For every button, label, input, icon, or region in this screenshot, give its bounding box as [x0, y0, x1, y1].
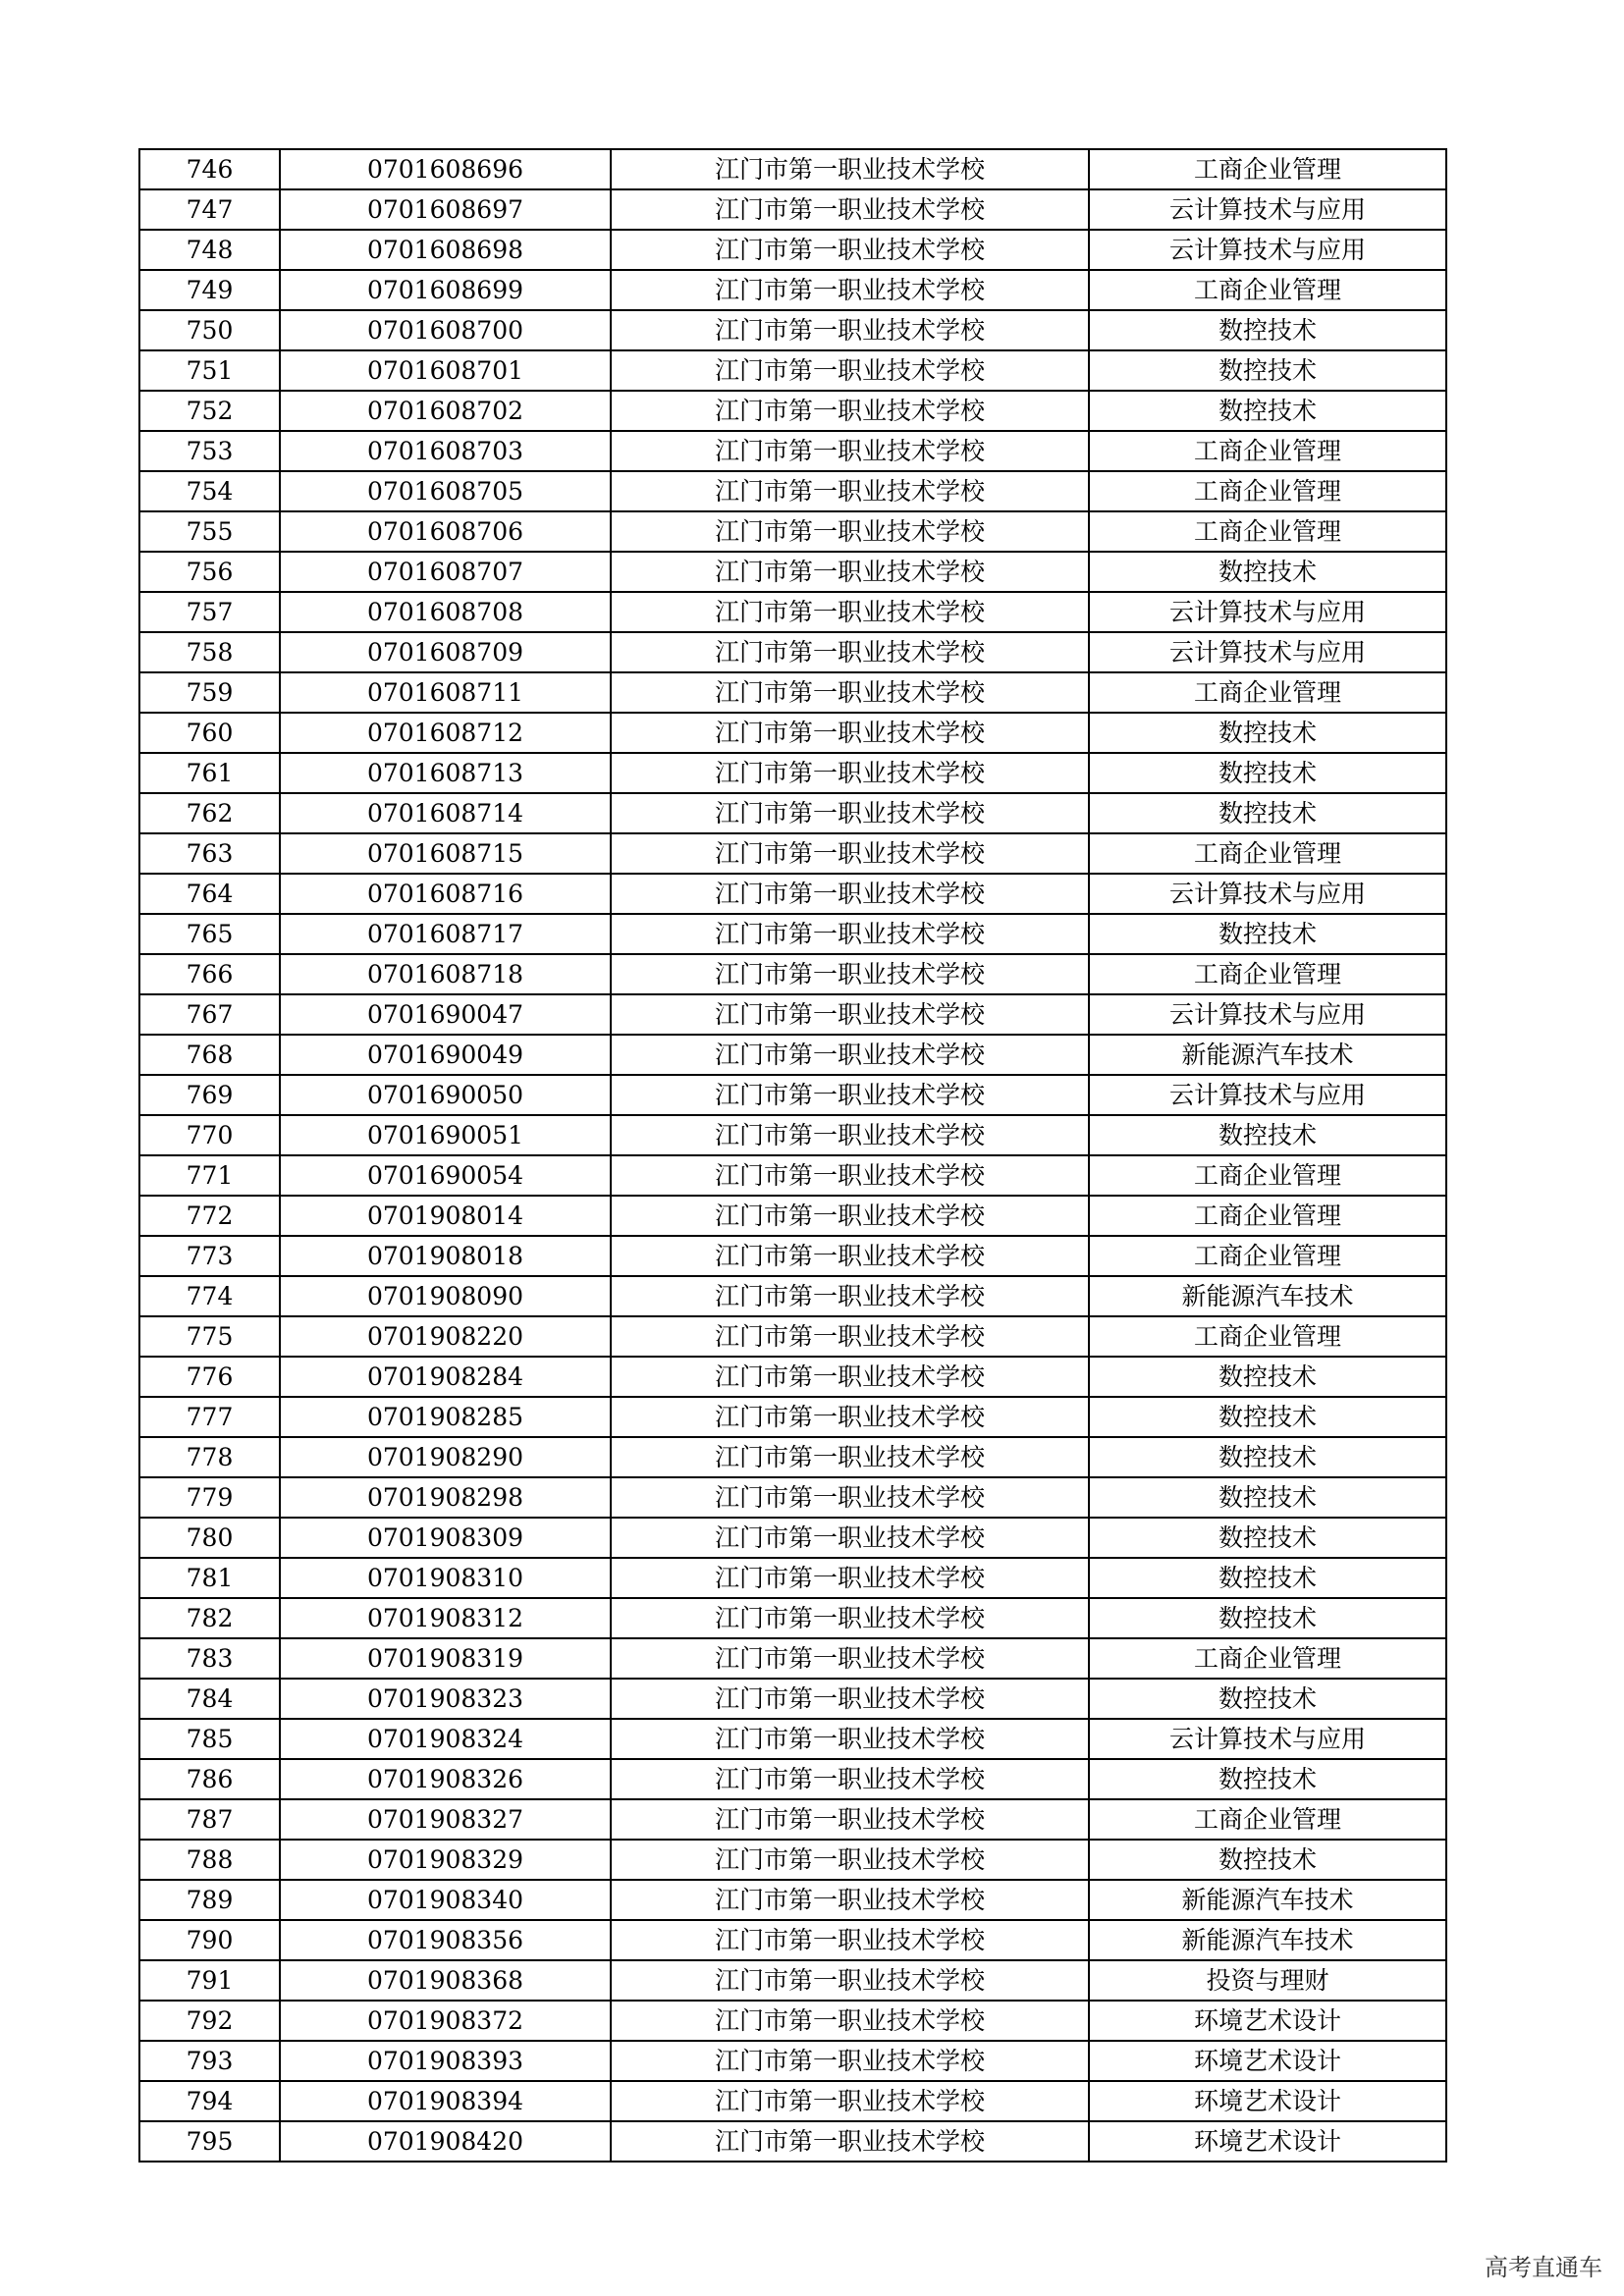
- candidate-number-cell: 0701690049: [280, 1035, 611, 1075]
- candidate-number-cell: 0701608715: [280, 833, 611, 874]
- school-name-cell: 江门市第一职业技术学校: [611, 954, 1089, 994]
- major-name-cell: 数控技术: [1089, 793, 1446, 833]
- school-name-cell: 江门市第一职业技术学校: [611, 149, 1089, 189]
- school-name-cell: 江门市第一职业技术学校: [611, 1357, 1089, 1397]
- major-name-cell: 云计算技术与应用: [1089, 1075, 1446, 1115]
- school-name-cell: 江门市第一职业技术学校: [611, 1397, 1089, 1437]
- candidate-number-cell: 0701690054: [280, 1155, 611, 1196]
- row-number-cell: 786: [139, 1759, 280, 1799]
- table-row: [139, 1719, 1446, 1759]
- school-name-cell: 江门市第一职业技术学校: [611, 1236, 1089, 1276]
- row-number-cell: 790: [139, 1920, 280, 1960]
- school-name-cell: 江门市第一职业技术学校: [611, 1477, 1089, 1518]
- row-number-cell: 783: [139, 1638, 280, 1679]
- major-name-cell: 云计算技术与应用: [1089, 1719, 1446, 1759]
- row-number-cell: 748: [139, 230, 280, 270]
- major-name-cell: 工商企业管理: [1089, 270, 1446, 310]
- row-number-cell: 779: [139, 1477, 280, 1518]
- major-name-cell: 数控技术: [1089, 310, 1446, 350]
- table-row: [139, 2081, 1446, 2121]
- table-row: [139, 310, 1446, 350]
- candidate-number-cell: 0701608707: [280, 552, 611, 592]
- school-name-cell: 江门市第一职业技术学校: [611, 1598, 1089, 1638]
- row-number-cell: 780: [139, 1518, 280, 1558]
- row-number-cell: 782: [139, 1598, 280, 1638]
- school-name-cell: 江门市第一职业技术学校: [611, 1799, 1089, 1840]
- school-name-cell: 江门市第一职业技术学校: [611, 793, 1089, 833]
- table-row: [139, 1880, 1446, 1920]
- candidate-number-cell: 0701908220: [280, 1316, 611, 1357]
- row-number-cell: 755: [139, 511, 280, 552]
- major-name-cell: 工商企业管理: [1089, 1196, 1446, 1236]
- table-row: [139, 1236, 1446, 1276]
- row-number-cell: 775: [139, 1316, 280, 1357]
- table-row: [139, 471, 1446, 511]
- major-name-cell: 数控技术: [1089, 753, 1446, 793]
- row-number-cell: 784: [139, 1679, 280, 1719]
- school-name-cell: 江门市第一职业技术学校: [611, 310, 1089, 350]
- candidate-number-cell: 0701908329: [280, 1840, 611, 1880]
- major-name-cell: 工商企业管理: [1089, 1638, 1446, 1679]
- candidate-number-cell: 0701608699: [280, 270, 611, 310]
- candidate-number-cell: 0701608706: [280, 511, 611, 552]
- candidate-number-cell: 0701608711: [280, 672, 611, 713]
- school-name-cell: 江门市第一职业技术学校: [611, 1075, 1089, 1115]
- row-number-cell: 781: [139, 1558, 280, 1598]
- school-name-cell: 江门市第一职业技术学校: [611, 552, 1089, 592]
- table-row: [139, 994, 1446, 1035]
- row-number-cell: 754: [139, 471, 280, 511]
- school-name-cell: 江门市第一职业技术学校: [611, 713, 1089, 753]
- major-name-cell: 数控技术: [1089, 1840, 1446, 1880]
- major-name-cell: 数控技术: [1089, 1558, 1446, 1598]
- school-name-cell: 江门市第一职业技术学校: [611, 874, 1089, 914]
- table-row: [139, 672, 1446, 713]
- table-body: [139, 149, 1446, 2162]
- row-number-cell: 750: [139, 310, 280, 350]
- table-row: [139, 632, 1446, 672]
- row-number-cell: 776: [139, 1357, 280, 1397]
- school-name-cell: 江门市第一职业技术学校: [611, 1759, 1089, 1799]
- row-number-cell: 756: [139, 552, 280, 592]
- row-number-cell: 747: [139, 189, 280, 230]
- table-row: [139, 592, 1446, 632]
- major-name-cell: 环境艺术设计: [1089, 2081, 1446, 2121]
- school-name-cell: 江门市第一职业技术学校: [611, 2081, 1089, 2121]
- school-name-cell: 江门市第一职业技术学校: [611, 1960, 1089, 2001]
- candidate-number-cell: 0701608702: [280, 391, 611, 431]
- school-name-cell: 江门市第一职业技术学校: [611, 471, 1089, 511]
- row-number-cell: 768: [139, 1035, 280, 1075]
- candidate-number-cell: 0701608698: [280, 230, 611, 270]
- school-name-cell: 江门市第一职业技术学校: [611, 2001, 1089, 2041]
- major-name-cell: 投资与理财: [1089, 1960, 1446, 2001]
- table-row: [139, 713, 1446, 753]
- major-name-cell: 新能源汽车技术: [1089, 1035, 1446, 1075]
- school-name-cell: 江门市第一职业技术学校: [611, 1437, 1089, 1477]
- major-name-cell: 工商企业管理: [1089, 1316, 1446, 1357]
- table-row: [139, 833, 1446, 874]
- major-name-cell: 工商企业管理: [1089, 149, 1446, 189]
- major-name-cell: 工商企业管理: [1089, 431, 1446, 471]
- table-row: [139, 1155, 1446, 1196]
- major-name-cell: 云计算技术与应用: [1089, 874, 1446, 914]
- candidate-number-cell: 0701908326: [280, 1759, 611, 1799]
- school-name-cell: 江门市第一职业技术学校: [611, 1115, 1089, 1155]
- table-row: [139, 753, 1446, 793]
- school-name-cell: 江门市第一职业技术学校: [611, 189, 1089, 230]
- table-row: [139, 1115, 1446, 1155]
- row-number-cell: 777: [139, 1397, 280, 1437]
- row-number-cell: 774: [139, 1276, 280, 1316]
- candidate-number-cell: 0701608708: [280, 592, 611, 632]
- school-name-cell: 江门市第一职业技术学校: [611, 914, 1089, 954]
- major-name-cell: 数控技术: [1089, 1759, 1446, 1799]
- table-row: [139, 1598, 1446, 1638]
- table-row: [139, 1316, 1446, 1357]
- candidate-number-cell: 0701908014: [280, 1196, 611, 1236]
- candidate-number-cell: 0701608709: [280, 632, 611, 672]
- candidate-number-cell: 0701608701: [280, 350, 611, 391]
- candidate-number-cell: 0701908285: [280, 1397, 611, 1437]
- row-number-cell: 788: [139, 1840, 280, 1880]
- table-row: [139, 1075, 1446, 1115]
- row-number-cell: 773: [139, 1236, 280, 1276]
- school-name-cell: 江门市第一职业技术学校: [611, 994, 1089, 1035]
- table-row: [139, 1920, 1446, 1960]
- table-row: [139, 511, 1446, 552]
- row-number-cell: 789: [139, 1880, 280, 1920]
- table-row: [139, 1638, 1446, 1679]
- row-number-cell: 749: [139, 270, 280, 310]
- candidate-number-cell: 0701908309: [280, 1518, 611, 1558]
- major-name-cell: 数控技术: [1089, 1598, 1446, 1638]
- candidate-number-cell: 0701908420: [280, 2121, 611, 2162]
- major-name-cell: 云计算技术与应用: [1089, 994, 1446, 1035]
- row-number-cell: 760: [139, 713, 280, 753]
- major-name-cell: 环境艺术设计: [1089, 2001, 1446, 2041]
- school-name-cell: 江门市第一职业技术学校: [611, 1518, 1089, 1558]
- major-name-cell: 数控技术: [1089, 1357, 1446, 1397]
- table-row: [139, 552, 1446, 592]
- school-name-cell: 江门市第一职业技术学校: [611, 592, 1089, 632]
- row-number-cell: 746: [139, 149, 280, 189]
- candidate-number-cell: 0701608714: [280, 793, 611, 833]
- candidate-number-cell: 0701608718: [280, 954, 611, 994]
- table-row: [139, 793, 1446, 833]
- row-number-cell: 769: [139, 1075, 280, 1115]
- candidate-number-cell: 0701908090: [280, 1276, 611, 1316]
- table-row: [139, 391, 1446, 431]
- major-name-cell: 工商企业管理: [1089, 833, 1446, 874]
- candidate-number-cell: 0701908340: [280, 1880, 611, 1920]
- row-number-cell: 765: [139, 914, 280, 954]
- table-row: [139, 1397, 1446, 1437]
- school-name-cell: 江门市第一职业技术学校: [611, 833, 1089, 874]
- school-name-cell: 江门市第一职业技术学校: [611, 753, 1089, 793]
- row-number-cell: 794: [139, 2081, 280, 2121]
- candidate-number-cell: 0701908298: [280, 1477, 611, 1518]
- table-row: [139, 1437, 1446, 1477]
- major-name-cell: 数控技术: [1089, 713, 1446, 753]
- table-row: [139, 1518, 1446, 1558]
- candidate-number-cell: 0701908368: [280, 1960, 611, 2001]
- candidate-number-cell: 0701608712: [280, 713, 611, 753]
- table-row: [139, 914, 1446, 954]
- major-name-cell: 云计算技术与应用: [1089, 230, 1446, 270]
- major-name-cell: 新能源汽车技术: [1089, 1276, 1446, 1316]
- table-row: [139, 189, 1446, 230]
- school-name-cell: 江门市第一职业技术学校: [611, 1920, 1089, 1960]
- candidate-number-cell: 0701608705: [280, 471, 611, 511]
- major-name-cell: 数控技术: [1089, 1397, 1446, 1437]
- candidate-number-cell: 0701908324: [280, 1719, 611, 1759]
- table-row: [139, 350, 1446, 391]
- major-name-cell: 数控技术: [1089, 1477, 1446, 1518]
- watermark-text: 高考直通车: [1485, 2254, 1602, 2281]
- row-number-cell: 758: [139, 632, 280, 672]
- candidate-number-cell: 0701608716: [280, 874, 611, 914]
- candidate-number-cell: 0701908327: [280, 1799, 611, 1840]
- candidate-number-cell: 0701908393: [280, 2041, 611, 2081]
- table-row: [139, 1196, 1446, 1236]
- school-name-cell: 江门市第一职业技术学校: [611, 632, 1089, 672]
- major-name-cell: 新能源汽车技术: [1089, 1920, 1446, 1960]
- table-row: [139, 1276, 1446, 1316]
- major-name-cell: 新能源汽车技术: [1089, 1880, 1446, 1920]
- table-row: [139, 1357, 1446, 1397]
- major-name-cell: 工商企业管理: [1089, 954, 1446, 994]
- table-row: [139, 2001, 1446, 2041]
- row-number-cell: 766: [139, 954, 280, 994]
- table-row: [139, 2041, 1446, 2081]
- row-number-cell: 771: [139, 1155, 280, 1196]
- major-name-cell: 工商企业管理: [1089, 471, 1446, 511]
- table-row: [139, 270, 1446, 310]
- major-name-cell: 数控技术: [1089, 552, 1446, 592]
- major-name-cell: 数控技术: [1089, 1437, 1446, 1477]
- school-name-cell: 江门市第一职业技术学校: [611, 230, 1089, 270]
- table-row: [139, 874, 1446, 914]
- school-name-cell: 江门市第一职业技术学校: [611, 1558, 1089, 1598]
- major-name-cell: 数控技术: [1089, 1115, 1446, 1155]
- candidate-number-cell: 0701908290: [280, 1437, 611, 1477]
- table-row: [139, 1799, 1446, 1840]
- candidate-number-cell: 0701908018: [280, 1236, 611, 1276]
- table-row: [139, 2121, 1446, 2162]
- row-number-cell: 767: [139, 994, 280, 1035]
- candidate-number-cell: 0701908312: [280, 1598, 611, 1638]
- major-name-cell: 工商企业管理: [1089, 1155, 1446, 1196]
- candidate-number-cell: 0701690050: [280, 1075, 611, 1115]
- school-name-cell: 江门市第一职业技术学校: [611, 1276, 1089, 1316]
- candidate-number-cell: 0701690051: [280, 1115, 611, 1155]
- table-row: [139, 1960, 1446, 2001]
- candidate-number-cell: 0701908323: [280, 1679, 611, 1719]
- row-number-cell: 761: [139, 753, 280, 793]
- row-number-cell: 757: [139, 592, 280, 632]
- row-number-cell: 795: [139, 2121, 280, 2162]
- school-name-cell: 江门市第一职业技术学校: [611, 431, 1089, 471]
- row-number-cell: 791: [139, 1960, 280, 2001]
- candidate-number-cell: 0701608703: [280, 431, 611, 471]
- major-name-cell: 工商企业管理: [1089, 672, 1446, 713]
- table-row: [139, 1840, 1446, 1880]
- school-name-cell: 江门市第一职业技术学校: [611, 1679, 1089, 1719]
- row-number-cell: 787: [139, 1799, 280, 1840]
- candidate-number-cell: 0701908284: [280, 1357, 611, 1397]
- candidate-number-cell: 0701908310: [280, 1558, 611, 1598]
- major-name-cell: 工商企业管理: [1089, 1799, 1446, 1840]
- major-name-cell: 云计算技术与应用: [1089, 592, 1446, 632]
- candidate-number-cell: 0701608717: [280, 914, 611, 954]
- candidate-number-cell: 0701690047: [280, 994, 611, 1035]
- candidate-number-cell: 0701608697: [280, 189, 611, 230]
- school-name-cell: 江门市第一职业技术学校: [611, 270, 1089, 310]
- school-name-cell: 江门市第一职业技术学校: [611, 1840, 1089, 1880]
- table-row: [139, 149, 1446, 189]
- admission-list-table-container: [138, 148, 1447, 2163]
- row-number-cell: 752: [139, 391, 280, 431]
- candidate-number-cell: 0701608713: [280, 753, 611, 793]
- candidate-number-cell: 0701908394: [280, 2081, 611, 2121]
- row-number-cell: 764: [139, 874, 280, 914]
- row-number-cell: 753: [139, 431, 280, 471]
- major-name-cell: 数控技术: [1089, 391, 1446, 431]
- candidate-number-cell: 0701908319: [280, 1638, 611, 1679]
- row-number-cell: 792: [139, 2001, 280, 2041]
- school-name-cell: 江门市第一职业技术学校: [611, 2121, 1089, 2162]
- school-name-cell: 江门市第一职业技术学校: [611, 1316, 1089, 1357]
- major-name-cell: 数控技术: [1089, 914, 1446, 954]
- school-name-cell: 江门市第一职业技术学校: [611, 1719, 1089, 1759]
- major-name-cell: 数控技术: [1089, 1518, 1446, 1558]
- major-name-cell: 云计算技术与应用: [1089, 632, 1446, 672]
- row-number-cell: 772: [139, 1196, 280, 1236]
- school-name-cell: 江门市第一职业技术学校: [611, 672, 1089, 713]
- row-number-cell: 778: [139, 1437, 280, 1477]
- major-name-cell: 云计算技术与应用: [1089, 189, 1446, 230]
- candidate-number-cell: 0701908356: [280, 1920, 611, 1960]
- school-name-cell: 江门市第一职业技术学校: [611, 2041, 1089, 2081]
- candidate-number-cell: 0701608700: [280, 310, 611, 350]
- school-name-cell: 江门市第一职业技术学校: [611, 1196, 1089, 1236]
- major-name-cell: 环境艺术设计: [1089, 2121, 1446, 2162]
- table-row: [139, 1477, 1446, 1518]
- table-row: [139, 1759, 1446, 1799]
- table-row: [139, 431, 1446, 471]
- row-number-cell: 770: [139, 1115, 280, 1155]
- candidate-number-cell: 0701608696: [280, 149, 611, 189]
- school-name-cell: 江门市第一职业技术学校: [611, 511, 1089, 552]
- table-row: [139, 1679, 1446, 1719]
- row-number-cell: 793: [139, 2041, 280, 2081]
- school-name-cell: 江门市第一职业技术学校: [611, 1880, 1089, 1920]
- major-name-cell: 数控技术: [1089, 350, 1446, 391]
- admission-list-table: [138, 148, 1447, 2163]
- school-name-cell: 江门市第一职业技术学校: [611, 1638, 1089, 1679]
- candidate-number-cell: 0701908372: [280, 2001, 611, 2041]
- row-number-cell: 763: [139, 833, 280, 874]
- major-name-cell: 数控技术: [1089, 1679, 1446, 1719]
- major-name-cell: 工商企业管理: [1089, 1236, 1446, 1276]
- major-name-cell: 工商企业管理: [1089, 511, 1446, 552]
- school-name-cell: 江门市第一职业技术学校: [611, 391, 1089, 431]
- table-row: [139, 1558, 1446, 1598]
- major-name-cell: 环境艺术设计: [1089, 2041, 1446, 2081]
- row-number-cell: 759: [139, 672, 280, 713]
- table-row: [139, 954, 1446, 994]
- row-number-cell: 785: [139, 1719, 280, 1759]
- table-row: [139, 230, 1446, 270]
- table-row: [139, 1035, 1446, 1075]
- row-number-cell: 762: [139, 793, 280, 833]
- row-number-cell: 751: [139, 350, 280, 391]
- school-name-cell: 江门市第一职业技术学校: [611, 1155, 1089, 1196]
- school-name-cell: 江门市第一职业技术学校: [611, 350, 1089, 391]
- school-name-cell: 江门市第一职业技术学校: [611, 1035, 1089, 1075]
